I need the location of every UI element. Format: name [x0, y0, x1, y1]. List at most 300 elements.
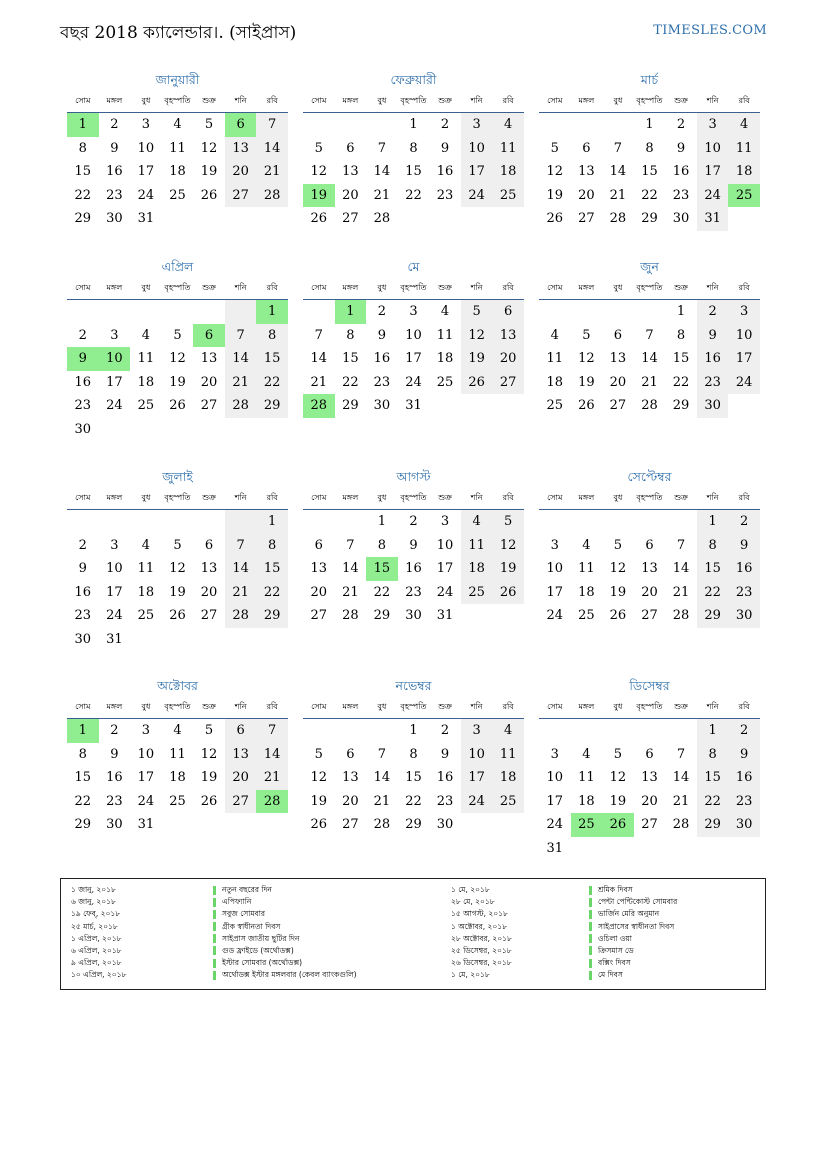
day-cell: 29 — [256, 604, 288, 628]
holiday-day-cell: 10 — [99, 347, 131, 371]
day-cell: 15 — [256, 557, 288, 581]
holiday-marker-icon — [213, 910, 216, 919]
day-cell: 7 — [346, 537, 355, 553]
day-cell: 27 — [578, 211, 595, 226]
weekday-label: শুক্র — [438, 283, 452, 292]
day-cell: 17 — [461, 766, 493, 790]
day-cell: 27 — [225, 790, 257, 814]
day-cell: 5 — [613, 746, 623, 762]
day-cell: 29 — [697, 813, 729, 837]
day-cell: 25 — [137, 398, 155, 413]
day-cell: 2 — [440, 117, 450, 132]
day-cell: 31 — [137, 211, 155, 226]
legend-holiday-name: ওচিলা ওয়া — [598, 933, 632, 943]
empty-cell — [665, 837, 697, 861]
weekday-label: বুধ — [613, 702, 623, 711]
day-cell: 8 — [697, 534, 729, 558]
month-calendar — [303, 70, 524, 231]
weekday-label: রবি — [738, 283, 750, 292]
weekday-header — [303, 487, 524, 510]
day-cell: 4 — [550, 327, 559, 343]
weekday-label: বুধ — [141, 493, 151, 502]
empty-cell — [602, 113, 634, 137]
day-cell: 3 — [697, 113, 729, 137]
day-cell: 13 — [225, 743, 257, 767]
weekday-label: শনি — [706, 96, 719, 105]
weekday-label: শনি — [234, 96, 247, 105]
empty-cell — [303, 300, 335, 324]
weekday-header — [67, 277, 288, 300]
day-cell: 10 — [728, 324, 760, 348]
day-cell: 29 — [342, 398, 359, 413]
day-cell: 9 — [110, 746, 119, 762]
day-cell: 6 — [645, 537, 654, 553]
legend-holiday — [589, 896, 677, 908]
day-cell: 30 — [106, 817, 123, 832]
day-cell: 7 — [314, 327, 323, 343]
day-cell: 23 — [728, 790, 760, 814]
day-cell: 20 — [200, 584, 218, 600]
legend-holiday — [213, 921, 357, 933]
day-cell: 19 — [461, 347, 493, 371]
day-cell: 1 — [409, 117, 418, 132]
legend-date: ৬ এপ্রিল, ২০১৮ — [71, 945, 122, 955]
weekday-label: বুধ — [613, 493, 623, 502]
holiday-day-cell: 1 — [67, 719, 99, 743]
day-cell: 3 — [110, 327, 119, 343]
day-cell: 17 — [697, 160, 729, 184]
day-cell: 27 — [641, 608, 658, 623]
day-cell: 21 — [342, 584, 359, 600]
day-cell: 30 — [74, 631, 92, 647]
legend-date: ১ মে, ২০১৮ — [451, 885, 490, 894]
day-cell: 16 — [373, 351, 391, 366]
day-cell: 18 — [461, 557, 493, 581]
legend-date: ১ জানু, ২০১৮ — [71, 885, 116, 894]
month-title: এপ্রিল — [161, 259, 194, 274]
weekday-label: সোম — [311, 493, 327, 502]
day-cell: 16 — [672, 164, 690, 179]
day-cell: 21 — [609, 187, 627, 203]
day-cell: 11 — [578, 770, 595, 785]
day-cell: 19 — [578, 374, 595, 390]
site-link[interactable]: TIMESLES.COM — [653, 23, 767, 38]
empty-cell — [492, 813, 524, 837]
weekday-header — [67, 696, 288, 719]
day-cell: 28 — [342, 608, 359, 623]
weekday-label: বৃহস্পতি — [400, 283, 427, 292]
day-cell: 18 — [169, 164, 186, 179]
weekday-label: সোম — [311, 702, 327, 711]
day-cell: 31 — [405, 398, 422, 413]
day-cell: 13 — [609, 351, 627, 366]
legend-holiday-name: সাইপ্রাস জাতীয় ছুটির দিন — [222, 933, 300, 943]
weekday-label: বুধ — [377, 96, 387, 105]
day-cell: 2 — [676, 117, 686, 132]
day-cell: 3 — [409, 304, 418, 319]
day-cell: 18 — [137, 374, 155, 390]
day-cell: 23 — [436, 793, 454, 809]
day-cell: 7 — [377, 746, 387, 762]
weekday-label: বুধ — [377, 702, 387, 711]
legend-date: ১৯ ফেব্, ২০১৮ — [71, 909, 121, 919]
day-cell: 24 — [405, 374, 422, 390]
legend-holiday — [213, 957, 357, 969]
day-cell: 9 — [110, 140, 119, 156]
legend-holiday-name: সবুজ সোমবার — [222, 909, 266, 919]
day-cell: 14 — [342, 561, 359, 576]
day-cell: 8 — [78, 140, 87, 156]
empty-cell — [335, 719, 367, 743]
month-title: অক্টোবর — [157, 678, 198, 693]
day-cell: 26 — [310, 817, 328, 832]
day-cell: 27 — [342, 211, 359, 226]
day-cell: 23 — [74, 398, 92, 413]
day-cell: 29 — [697, 604, 729, 628]
empty-cell — [398, 207, 430, 231]
day-cell: 14 — [373, 770, 391, 785]
empty-cell — [571, 510, 603, 534]
day-cell: 25 — [461, 581, 493, 605]
day-cell: 12 — [200, 140, 218, 156]
month-calendar — [303, 467, 524, 628]
day-cell: 9 — [676, 140, 686, 156]
empty-cell — [303, 113, 335, 137]
day-cell: 26 — [492, 581, 524, 605]
weekday-header — [67, 90, 288, 113]
empty-cell — [99, 510, 131, 534]
weekday-header — [539, 487, 760, 510]
month-title: মে — [407, 259, 420, 274]
empty-cell — [193, 207, 225, 231]
day-cell: 1 — [409, 723, 418, 738]
legend-dates-right — [451, 884, 512, 982]
day-cell: 29 — [672, 398, 690, 413]
weekday-label: মঙ্গল — [578, 283, 595, 292]
empty-cell — [99, 418, 131, 442]
empty-cell — [461, 604, 493, 628]
empty-cell — [193, 510, 225, 534]
holiday-marker-icon — [589, 910, 592, 919]
legend-holiday-name: ভার্জিন মেরি অনুমান — [598, 909, 660, 919]
day-cell: 17 — [546, 584, 564, 600]
month-title: জুলাই — [162, 469, 193, 484]
day-cell: 18 — [578, 793, 595, 809]
day-cell: 29 — [74, 211, 92, 226]
holiday-day-cell: 1 — [335, 300, 367, 324]
day-cell: 16 — [74, 584, 92, 600]
day-cell: 15 — [641, 164, 658, 179]
day-cell: 12 — [310, 164, 328, 179]
day-cell: 12 — [169, 561, 186, 576]
day-cell: 11 — [578, 561, 595, 576]
empty-cell — [256, 207, 288, 231]
weekday-label: শনি — [234, 702, 247, 711]
empty-cell — [193, 300, 225, 324]
empty-cell — [193, 628, 225, 652]
holiday-marker-icon — [213, 886, 216, 895]
weekday-label: রবি — [738, 493, 750, 502]
day-cell: 4 — [440, 304, 450, 319]
weekday-header — [539, 90, 760, 113]
weekday-label: রবি — [502, 283, 514, 292]
day-cell: 21 — [672, 793, 690, 809]
weekday-label: সোম — [547, 283, 563, 292]
day-cell: 27 — [609, 398, 627, 413]
day-cell: 18 — [578, 584, 595, 600]
weekday-header — [539, 696, 760, 719]
day-cell: 25 — [137, 608, 155, 623]
day-cell: 25 — [169, 187, 186, 203]
day-cell: 20 — [225, 766, 257, 790]
day-cell: 17 — [436, 561, 454, 576]
day-cell: 4 — [492, 113, 524, 137]
day-cell: 23 — [106, 793, 123, 809]
day-cell: 24 — [546, 817, 564, 832]
day-cell: 16 — [728, 557, 760, 581]
day-cell: 13 — [578, 164, 595, 179]
weekday-label: বৃহস্পতি — [164, 96, 191, 105]
weekday-label: বুধ — [377, 493, 387, 502]
day-cell: 16 — [405, 561, 422, 576]
legend-holiday-name: নতুন বছরের দিন — [222, 885, 272, 894]
empty-cell — [193, 813, 225, 837]
month-title: ফেব্রুয়ারী — [390, 72, 437, 87]
weekday-label: শুক্র — [674, 96, 688, 105]
day-cell: 6 — [314, 537, 323, 553]
empty-cell — [634, 719, 666, 743]
weekday-label: রবি — [266, 96, 278, 105]
day-cell: 5 — [204, 117, 214, 132]
day-cell: 29 — [405, 817, 422, 832]
empty-cell — [366, 719, 398, 743]
day-cell: 10 — [405, 327, 422, 343]
weekday-label: সোম — [311, 283, 327, 292]
empty-cell — [335, 510, 367, 534]
legend-holiday-name: বক্সিং দিবস — [598, 958, 631, 968]
weekday-label: রবি — [502, 493, 514, 502]
weekday-label: রবি — [502, 702, 514, 711]
day-cell: 8 — [409, 746, 418, 762]
day-cell: 8 — [377, 537, 387, 553]
day-cell: 15 — [697, 557, 729, 581]
day-cell: 21 — [373, 793, 391, 809]
empty-cell — [67, 510, 99, 534]
day-cell: 21 — [225, 581, 257, 605]
holiday-marker-icon — [589, 971, 592, 980]
legend-holiday-name: শ্রমিক দিবস — [598, 885, 633, 894]
day-cell: 22 — [405, 187, 422, 203]
month-title: জানুয়ারী — [155, 72, 200, 87]
weekday-label: বৃহস্পতি — [636, 283, 663, 292]
day-cell: 8 — [697, 743, 729, 767]
day-cell: 15 — [672, 351, 690, 366]
day-cell: 26 — [578, 398, 595, 413]
legend-date: ২৫ মার্চ, ২০১৮ — [71, 921, 118, 931]
holiday-marker-icon — [589, 922, 592, 931]
legend-holiday — [589, 933, 677, 945]
holiday-day-cell: 9 — [67, 347, 99, 371]
day-cell: 19 — [169, 584, 186, 600]
empty-cell — [634, 300, 666, 324]
holiday-marker-icon — [589, 898, 592, 907]
empty-cell — [256, 813, 288, 837]
day-cell: 24 — [546, 608, 564, 623]
legend-holiday — [589, 884, 677, 896]
day-cell: 28 — [373, 817, 391, 832]
day-cell: 17 — [106, 374, 123, 390]
day-cell: 21 — [641, 374, 658, 390]
day-cell: 23 — [697, 371, 729, 395]
day-cell: 11 — [728, 137, 760, 161]
day-cell: 10 — [461, 743, 493, 767]
day-cell: 27 — [641, 817, 658, 832]
day-cell: 11 — [461, 534, 493, 558]
day-cell: 19 — [546, 187, 564, 203]
month-title: জুন — [640, 259, 659, 274]
day-cell: 22 — [74, 187, 92, 203]
day-cell: 26 — [310, 211, 328, 226]
day-cell: 25 — [169, 793, 186, 809]
day-cell: 21 — [672, 584, 690, 600]
day-cell: 6 — [613, 327, 623, 343]
empty-cell — [130, 300, 162, 324]
day-cell: 19 — [310, 793, 328, 809]
weekday-label: শুক্র — [202, 96, 216, 105]
empty-cell — [162, 300, 194, 324]
day-cell: 22 — [342, 374, 359, 390]
legend-holiday — [589, 957, 677, 969]
day-cell: 5 — [173, 537, 182, 553]
day-cell: 30 — [672, 211, 690, 226]
month-title: আগস্ট — [396, 469, 431, 484]
day-cell: 30 — [436, 817, 454, 832]
legend-holiday — [589, 921, 677, 933]
day-cell: 19 — [200, 770, 218, 785]
day-cell: 9 — [440, 746, 450, 762]
day-cell: 14 — [225, 347, 257, 371]
day-cell: 31 — [697, 207, 729, 231]
day-cell: 21 — [373, 187, 391, 203]
day-cell: 3 — [550, 537, 559, 553]
weekday-label: সোম — [547, 493, 563, 502]
weekday-header — [303, 277, 524, 300]
weekday-label: সোম — [547, 96, 563, 105]
empty-cell — [256, 418, 288, 442]
day-cell: 22 — [74, 793, 92, 809]
empty-cell — [162, 510, 194, 534]
weekday-header — [539, 277, 760, 300]
weekday-label: শনি — [470, 96, 483, 105]
empty-cell — [665, 510, 697, 534]
day-cell: 3 — [141, 723, 151, 738]
empty-cell — [461, 207, 493, 231]
day-cell: 26 — [169, 608, 186, 623]
day-cell: 5 — [314, 140, 323, 156]
day-cell: 22 — [672, 374, 690, 390]
weekday-label: মঙ্গল — [106, 702, 123, 711]
day-cell: 10 — [461, 137, 493, 161]
day-cell: 25 — [546, 398, 564, 413]
day-cell: 5 — [550, 140, 559, 156]
legend-names-right — [589, 884, 677, 982]
holiday-day-cell: 28 — [303, 394, 335, 418]
holiday-marker-icon — [213, 946, 216, 955]
day-cell: 24 — [728, 371, 760, 395]
day-cell: 14 — [310, 351, 328, 366]
day-cell: 1 — [256, 510, 288, 534]
day-cell: 25 — [492, 790, 524, 814]
day-cell: 17 — [137, 164, 155, 179]
day-cell: 19 — [609, 793, 627, 809]
legend-holiday — [589, 945, 677, 957]
day-cell: 13 — [225, 137, 257, 161]
day-cell: 20 — [641, 584, 658, 600]
weekday-label: মঙ্গল — [106, 96, 123, 105]
day-cell: 2 — [78, 537, 87, 553]
empty-cell — [697, 837, 729, 861]
day-cell: 4 — [582, 537, 591, 553]
holiday-marker-icon — [213, 959, 216, 968]
legend-holiday-name: সাইপ্রাসের স্বাধীনতা দিবস — [598, 921, 675, 931]
day-cell: 14 — [672, 561, 690, 576]
day-cell: 6 — [492, 300, 524, 324]
day-cell: 30 — [697, 394, 729, 418]
day-cell: 14 — [672, 770, 690, 785]
day-cell: 2 — [110, 723, 119, 738]
day-cell: 5 — [613, 537, 623, 553]
day-cell: 18 — [169, 770, 186, 785]
day-cell: 18 — [492, 766, 524, 790]
legend-date: ১০ এপ্রিল, ২০১৮ — [71, 970, 127, 980]
empty-cell — [571, 300, 603, 324]
weekday-label: মঙ্গল — [578, 493, 595, 502]
day-cell: 17 — [728, 347, 760, 371]
day-cell: 20 — [492, 347, 524, 371]
day-cell: 20 — [641, 793, 658, 809]
day-cell: 16 — [728, 766, 760, 790]
holiday-marker-icon — [213, 934, 216, 943]
day-cell: 6 — [582, 140, 591, 156]
day-cell: 26 — [200, 793, 218, 809]
weekday-label: শনি — [470, 283, 483, 292]
empty-cell — [162, 628, 194, 652]
day-cell: 24 — [697, 184, 729, 208]
weekday-label: শনি — [470, 493, 483, 502]
legend-date: ২৮ অক্টোবর, ২০১৮ — [451, 933, 512, 943]
holiday-day-cell: 28 — [256, 790, 288, 814]
day-cell: 20 — [578, 187, 595, 203]
weekday-label: শুক্র — [202, 702, 216, 711]
empty-cell — [303, 510, 335, 534]
day-cell: 7 — [225, 324, 257, 348]
weekday-label: রবি — [266, 283, 278, 292]
day-cell: 2 — [728, 510, 760, 534]
empty-cell — [539, 510, 571, 534]
weekday-label: বুধ — [141, 702, 151, 711]
day-cell: 17 — [405, 351, 422, 366]
weekday-label: বৃহস্পতি — [636, 702, 663, 711]
day-cell: 31 — [106, 631, 123, 647]
weekday-label: সোম — [75, 493, 91, 502]
day-cell: 18 — [436, 351, 454, 366]
day-cell: 6 — [645, 746, 654, 762]
weekday-label: সোম — [311, 96, 327, 105]
empty-cell — [225, 300, 257, 324]
day-cell: 9 — [728, 534, 760, 558]
day-cell: 27 — [225, 184, 257, 208]
weekday-label: মঙ্গল — [342, 702, 359, 711]
